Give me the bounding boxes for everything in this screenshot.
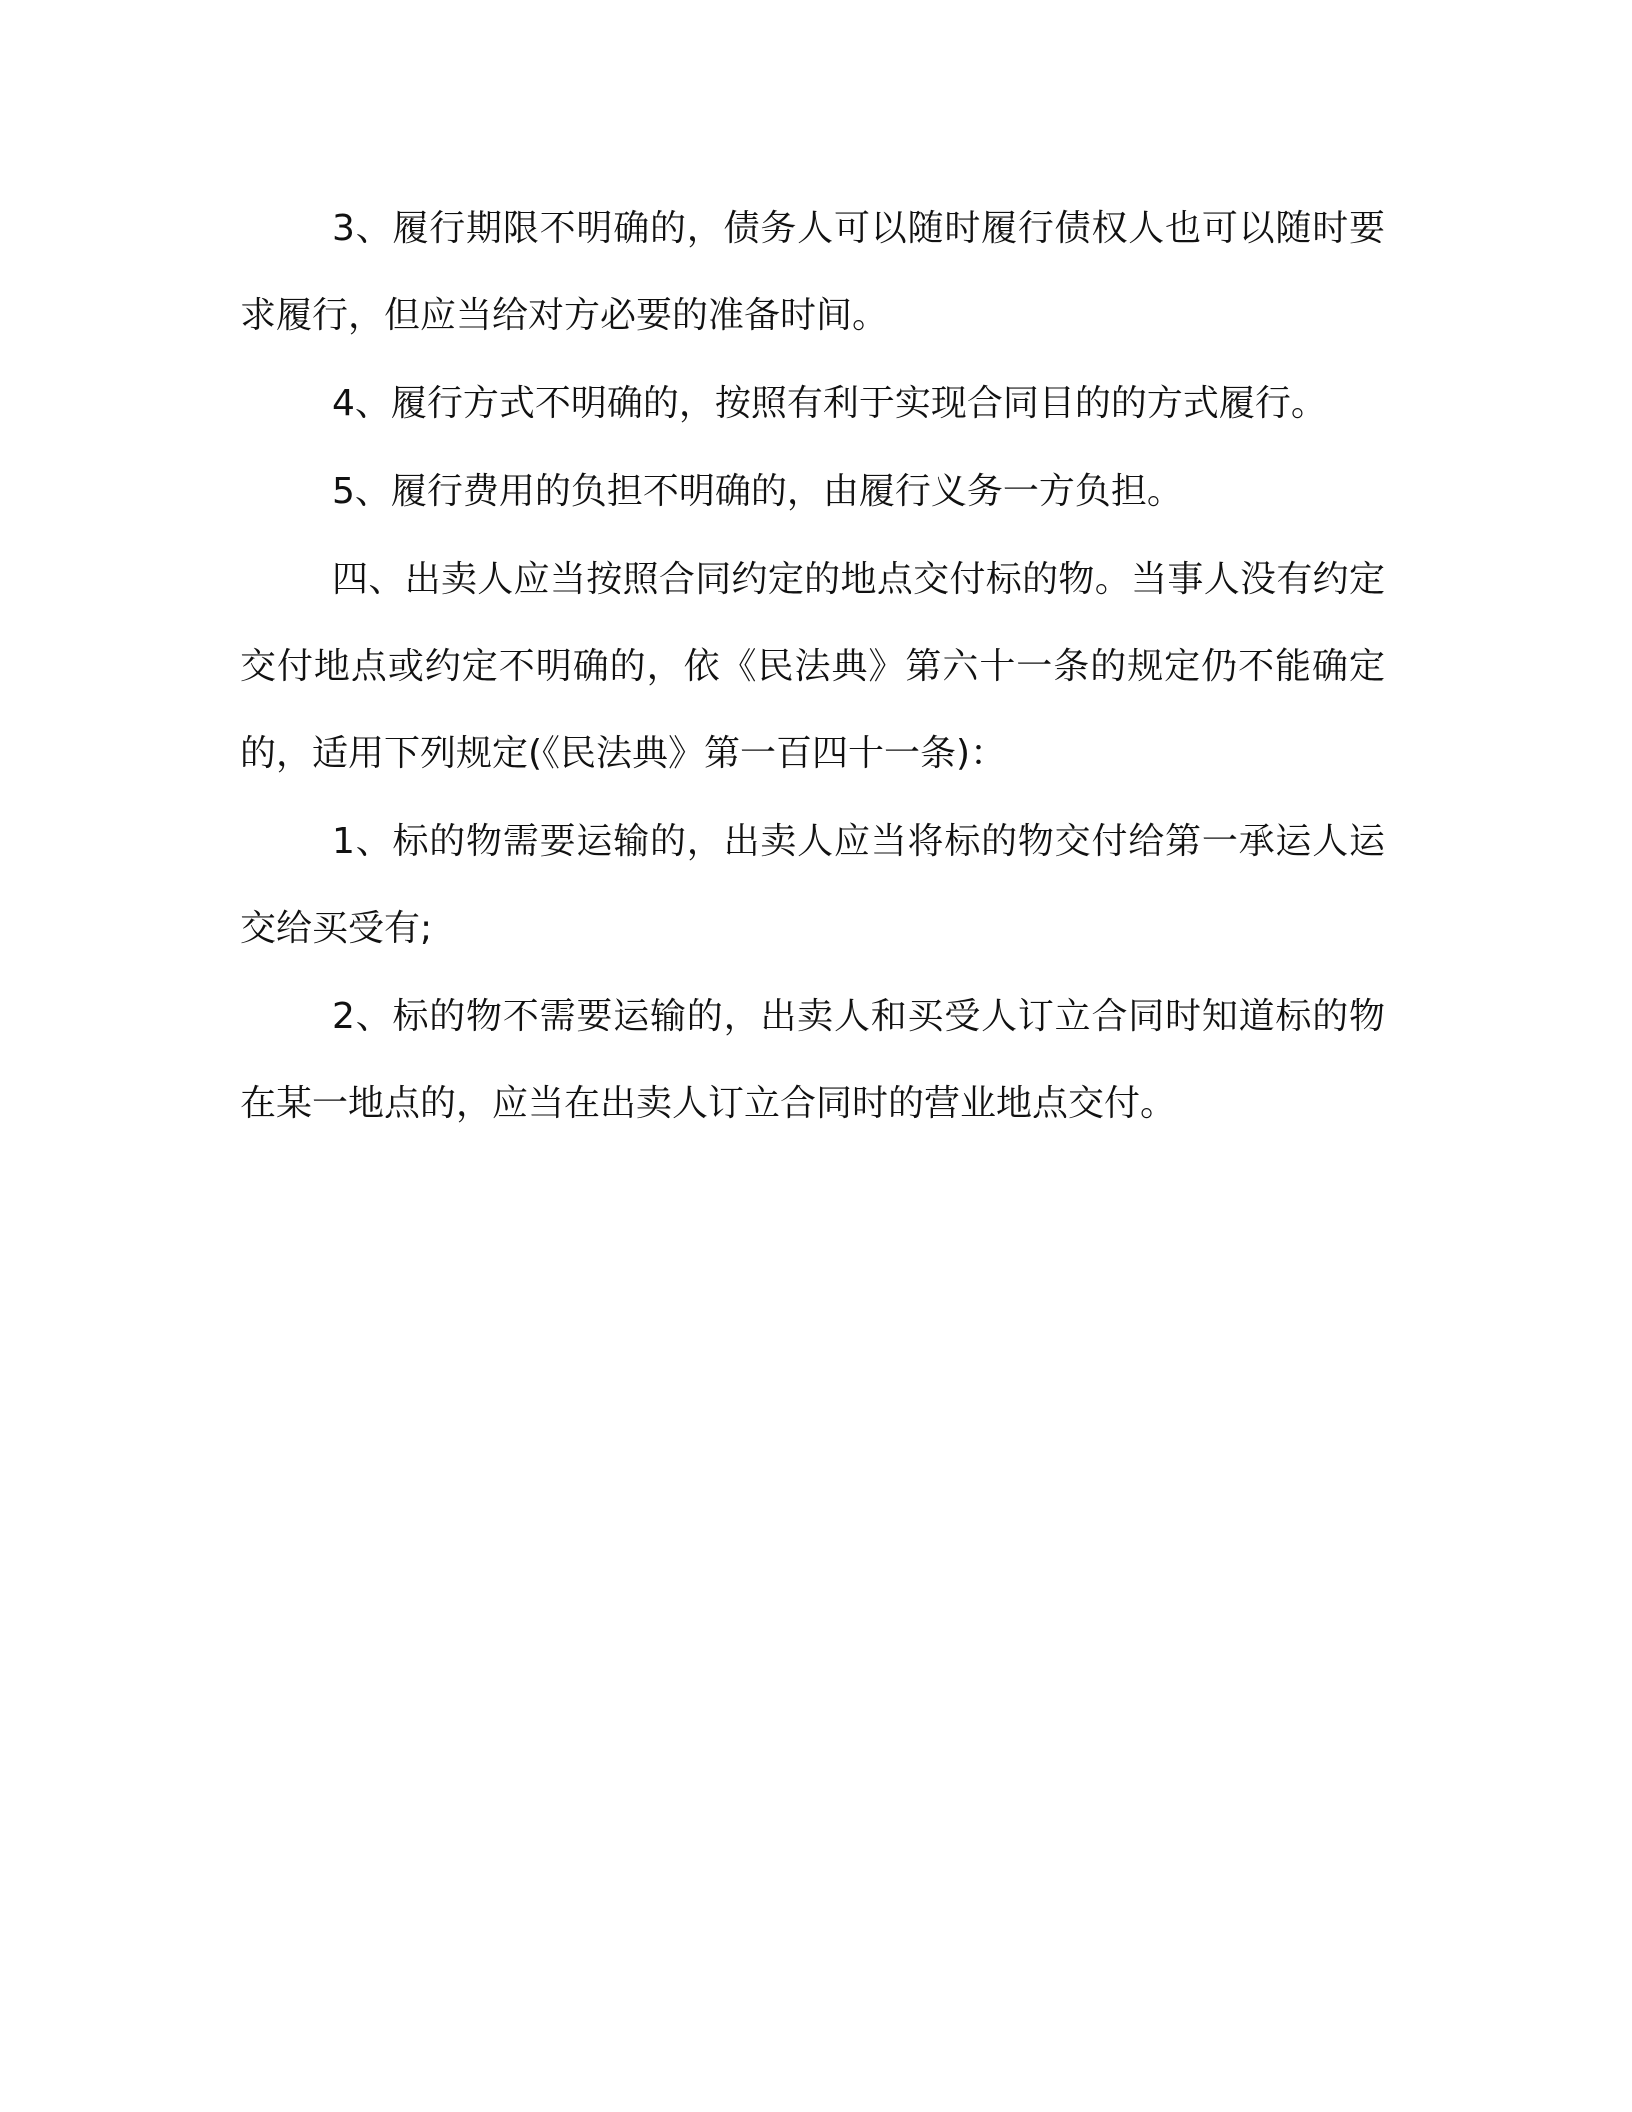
paragraph-item-3: 3、履行期限不明确的，债务人可以随时履行债权人也可以随时要求履行，但应当给对方必要的准备时间。 [240, 208, 1385, 336]
paragraph-item-5: 5、履行费用的负担不明确的，由履行义务一方负担。 [332, 471, 1183, 512]
document-body [240, 185, 1385, 1147]
paragraph-item-4: 4、履行方式不明确的，按照有利于实现合同目的的方式履行。 [332, 383, 1327, 424]
paragraph-item-1: 1、标的物需要运输的，出卖人应当将标的物交付给第一承运人运交给买受有; [240, 821, 1385, 949]
paragraph-section-four: 四、出卖人应当按照合同约定的地点交付标的物。当事人没有约定交付地点或约定不明确的，依《民法典》第六十一条的规定仍不能确定的，适用下列规定(《民法典》第一百四十一条)： [240, 559, 1385, 774]
paragraph-item-2: 2、标的物不需要运输的，出卖人和买受人订立合同时知道标的物在某一地点的，应当在出卖人订立合同时的营业地点交付。 [240, 996, 1385, 1124]
